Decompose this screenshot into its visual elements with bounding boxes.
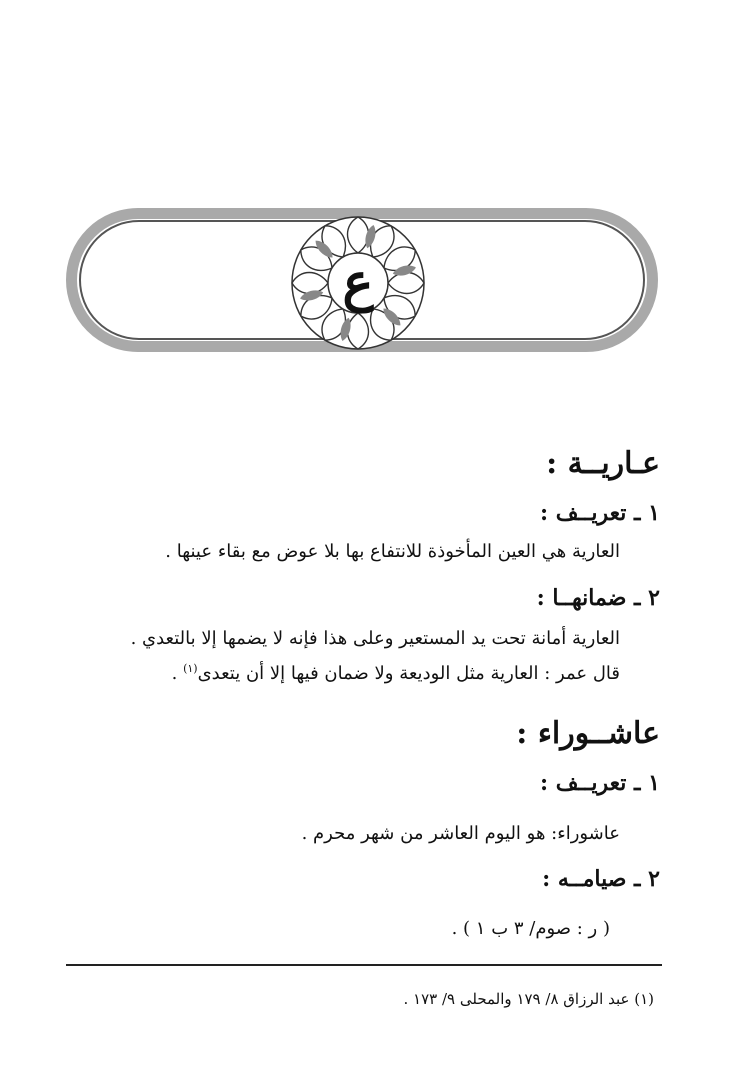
ariya-definition-text: العارية هي العين المأخوذة للانتفاع بها بلا عوض مع بقاء عينها .: [165, 541, 620, 562]
ashura-definition-heading: ١ ـ تعريــف :: [539, 770, 660, 796]
footnote-ref-1: (١): [183, 662, 198, 675]
section-title-ariya: عـاريــة :: [546, 446, 660, 481]
ariya-guarantee-line-1: العارية أمانة تحت يد المستعير وعلى هذا فإنه لا يضمها إلا بالتعدي .: [130, 628, 620, 649]
ariya-guarantee-line-2: [172, 662, 620, 684]
footnote-divider: [66, 964, 662, 966]
ariya-guarantee-heading: ٢ ـ ضمانهــا :: [536, 585, 660, 611]
ashura-fasting-reference: ( ر : صوم/ ٣ ب ١ ) .: [451, 918, 610, 939]
ashura-definition-text: عاشوراء: هو اليوم العاشر من شهر محرم .: [301, 823, 620, 844]
ariya-definition-heading: ١ ـ تعريــف :: [539, 500, 660, 526]
ariya-guarantee-line-end: .: [171, 663, 184, 684]
chapter-letter: ع: [342, 252, 374, 313]
section-title-ashura: عاشــوراء :: [516, 716, 660, 751]
footnote-1: (١) عبد الرزاق ٨/ ١٧٩ والمحلى ٩/ ١٧٣ .: [403, 990, 654, 1008]
ashura-fasting-heading: ٢ ـ صيامــه :: [542, 866, 660, 892]
ariya-guarantee-quote: قال عمر : العارية مثل الوديعة ولا ضمان فيها إلا أن يتعدى: [197, 663, 620, 684]
